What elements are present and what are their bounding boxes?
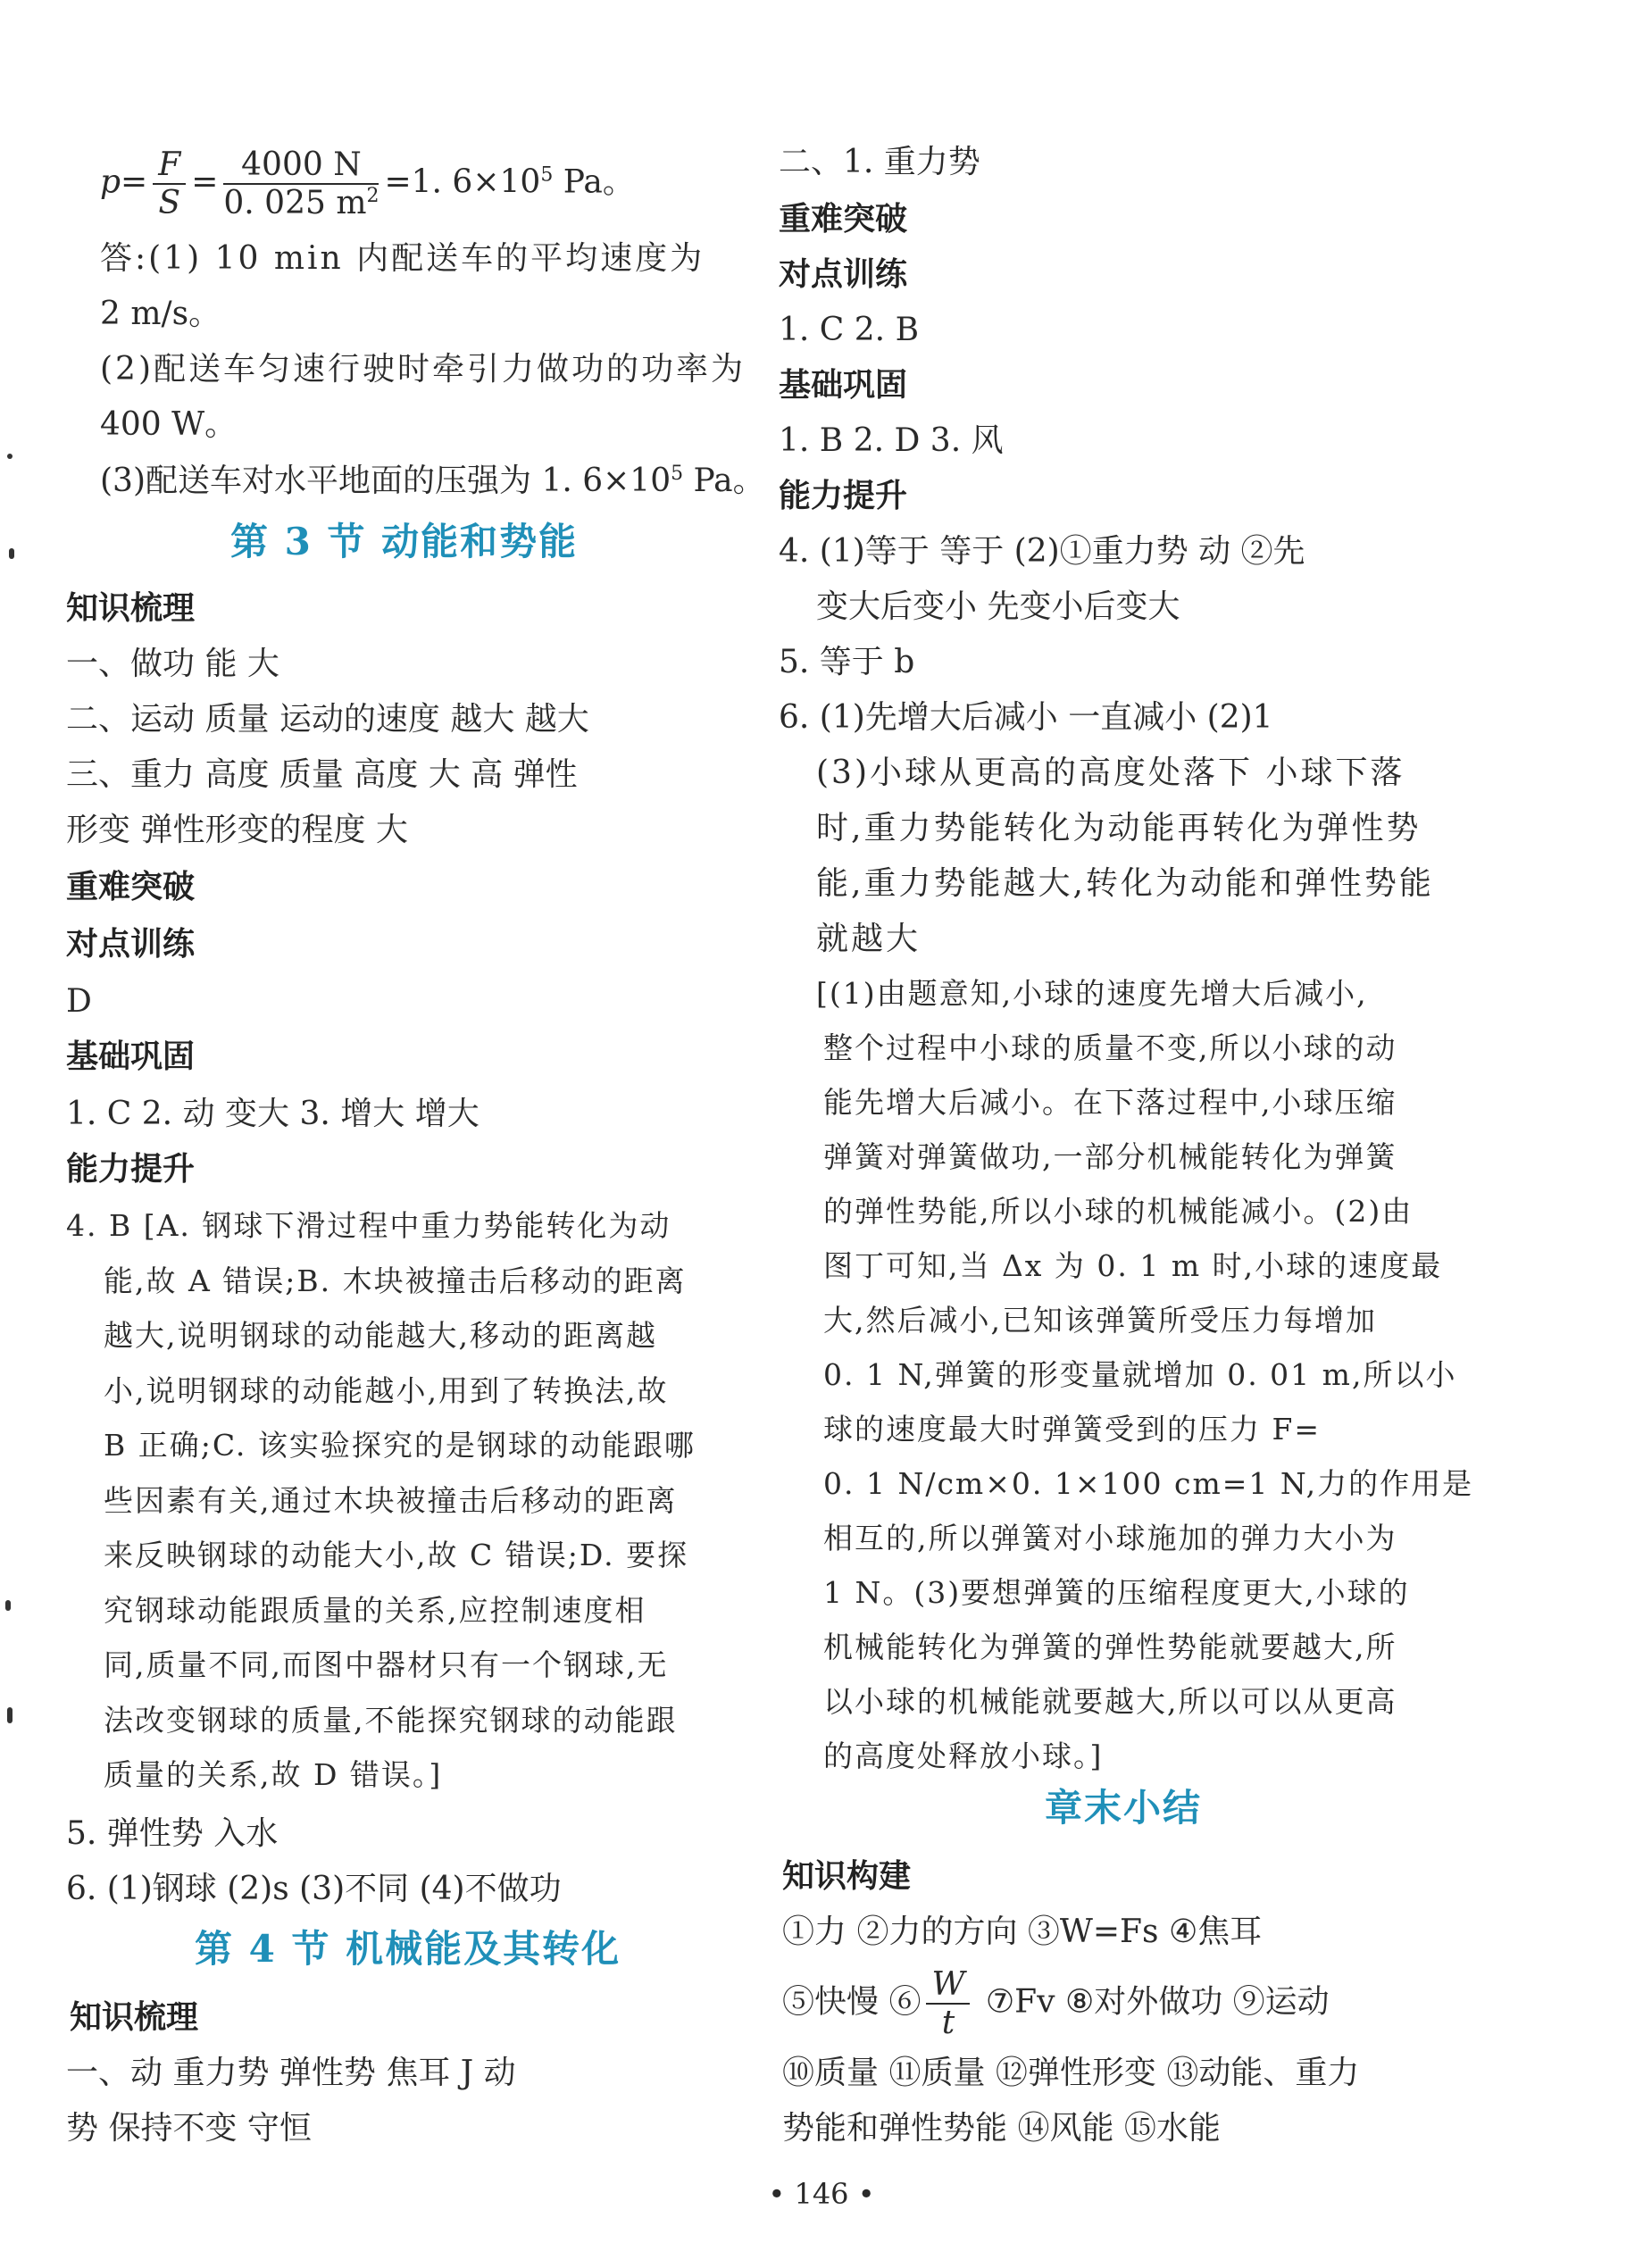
heading-key-difficult-r: 重难突破 [779,201,908,238]
frac-den-sup: 2 [366,185,379,208]
mechanical-line-1: 一、动 重力势 弹性势 焦耳 J 动 [66,2055,516,2091]
frac-den: 0. 025 m [223,185,367,222]
knowledge-line-2: 二、运动 质量 运动的速度 越大 越大 [66,701,589,738]
formula-result-sup: 5 [540,163,554,187]
q4-line: 4. B [A. 钢球下滑过程中重力势能转化为动 [66,1208,671,1243]
page-number: • 146 • [768,2177,875,2211]
frac-num: W [926,1966,970,2005]
answer-3-tail: Pa。 [683,463,765,499]
q4-line: 来反映钢球的动能大小,故 C 错误;D. 要探 [104,1538,689,1572]
answer-3 [100,464,765,497]
answer-2b: 400 W。 [100,406,238,443]
answer-1b: 2 m/s。 [100,296,221,332]
point-training-answer: D [66,983,92,1020]
q4-answer-r-a: 4. (1)等于 等于 (2)①重力势 动 ②先 [779,533,1305,570]
q6-answer: 6. (1)钢球 (2)s (3)不同 (4)不做功 [66,1871,562,1907]
fraction-values [223,146,379,222]
knowledge-line-3: 三、重力 高度 质量 高度 大 高 弹性 [66,756,578,793]
q4-line: 同,质量不同,而图中器材只有一个钢球,无 [104,1647,669,1682]
summary-line-4: 势能和弹性势能 ⑭风能 ⑮水能 [782,2110,1221,2147]
formula-lhs: p= [100,163,148,201]
heading-knowledge: 知识梳理 [66,590,196,627]
formula-eq: = [191,163,219,201]
q4-line: B 正确;C. 该实验探究的是钢球的动能跟哪 [104,1428,696,1463]
frac-den: t [941,2005,955,2042]
q5-answer-r: 5. 等于 b [779,644,915,680]
q6-answer-r: 6. (1)先增大后减小 一直减小 (2)1 [779,699,1273,736]
explanation-line: 整个过程中小球的质量不变,所以小球的动 [823,1030,1397,1065]
heading-ability: 能力提升 [66,1151,196,1188]
heading-point-training: 对点训练 [66,926,196,963]
q4-line: 质量的关系,故 D 错误。] [104,1757,443,1792]
q5-answer: 5. 弹性势 入水 [66,1815,279,1852]
explanation-line: 能先增大后减小。在下落过程中,小球压缩 [823,1085,1397,1120]
explanation-line: 以小球的机械能就要越大,所以可以从更高 [823,1684,1397,1719]
pressure-formula [100,146,635,222]
margin-mark [5,1600,11,1611]
summary-line-2-pre: ⑤快慢 ⑥ [782,1983,922,2021]
explanation-line: 图丁可知,当 Δx 为 0. 1 m 时,小球的速度最 [823,1248,1443,1283]
basic-answers: 1. C 2. 动 变大 3. 增大 增大 [66,1096,480,1132]
frac-den: S [158,185,181,222]
mechanical-line-2: 势 保持不变 守恒 [66,2110,312,2147]
q4-answer-r-b: 变大后变小 先变小后变大 [816,588,1180,625]
heading-key-difficult: 重难突破 [66,869,196,905]
knowledge-line-1: 一、做功 能 大 [66,646,279,682]
explanation-line: 大,然后减小,已知该弹簧所受压力每增加 [823,1303,1377,1338]
heading-ability-r: 能力提升 [779,478,908,514]
q6-part3-line: 能,重力势能越大,转化为动能和弹性势能 [816,865,1434,902]
formula-unit: Pa。 [553,163,635,201]
q4-line: 法改变钢球的质量,不能探究钢球的动能跟 [104,1703,678,1738]
q4-line: 些因素有关,通过木块被撞击后移动的距离 [104,1483,678,1518]
summary-line-2 [782,1966,1330,2042]
answer-2a: (2)配送车匀速行驶时牵引力做功的功率为 [100,351,746,388]
point-training-answers-r: 1. C 2. B [779,312,920,348]
margin-mark [7,1707,13,1723]
margin-mark [7,454,13,459]
heading-basic: 基础巩固 [66,1038,196,1075]
basic-answers-r: 1. B 2. D 3. 风 [779,422,1004,459]
explanation-line: 球的速度最大时弹簧受到的压力 F= [823,1412,1322,1447]
explanation-line: 机械能转化为弹簧的弹性势能就要越大,所 [823,1630,1397,1664]
explanation-line: 的高度处释放小球。] [823,1739,1104,1773]
explanation-line: 弹簧对弹簧做功,一部分机械能转化为弹簧 [823,1139,1397,1174]
answer-3-sup: 5 [671,463,684,485]
frac-num: F [153,146,186,185]
heading-knowledge-2: 知识梳理 [70,1999,199,2036]
heading-basic-r: 基础巩固 [779,367,908,404]
summary-line-3: ⑩质量 ⑪质量 ⑫弹性形变 ⑬动能、重力 [782,2055,1360,2091]
chapter-summary-title: 章末小结 [1045,1786,1203,1830]
formula-result: =1. 6×10 [384,163,541,201]
q6-part3-line: 时,重力势能转化为动能再转化为弹性势 [816,810,1422,846]
fraction-w-over-t [926,1966,970,2042]
fraction-f-over-s [153,146,186,222]
explanation-line: [(1)由题意知,小球的速度先增大后减小, [816,976,1368,1011]
summary-line-1: ①力 ②力的方向 ③W=Fs ④焦耳 [782,1914,1263,1950]
q4-line: 越大,说明钢球的动能越大,移动的距离越 [104,1318,657,1353]
answer-3-text: (3)配送车对水平地面的压强为 1. 6×10 [100,463,671,499]
q4-line: 小,说明钢球的动能越小,用到了转换法,故 [104,1373,669,1408]
heading-knowledge-build: 知识构建 [782,1858,912,1895]
q6-part3-line: (3)小球从更高的高度处落下 小球下落 [816,755,1405,791]
q4-line: 能,故 A 错误;B. 木块被撞击后移动的距离 [104,1263,687,1298]
explanation-line: 的弹性势能,所以小球的机械能减小。(2)由 [823,1194,1414,1229]
explanation-line: 相互的,所以弹簧对小球施加的弹力大小为 [823,1521,1397,1555]
q6-part3-line: 就越大 [816,921,922,957]
knowledge-line-4: 形变 弹性形变的程度 大 [66,812,408,848]
heading-point-training-r: 对点训练 [779,256,908,293]
q4-line: 究钢球动能跟质量的关系,应控制速度相 [104,1593,646,1628]
explanation-line: 0. 1 N/cm×0. 1×100 cm=1 N,力的作用是 [823,1466,1474,1501]
answer-1a: 答:(1) 10 min 内配送车的平均速度为 [100,240,705,277]
section-4-title: 第 4 节 机械能及其转化 [195,1927,621,1971]
frac-num: 4000 N [223,146,379,185]
explanation-line: 1 N。(3)要想弹簧的压缩程度更大,小球的 [823,1575,1410,1610]
explanation-line: 0. 1 N,弹簧的形变量就增加 0. 01 m,所以小 [823,1357,1457,1392]
section-3-title: 第 3 节 动能和势能 [230,520,579,563]
margin-mark [9,548,14,559]
right-line-1: 二、1. 重力势 [779,144,980,180]
summary-line-2-post: ⑦Fv ⑧对外做功 ⑨运动 [975,1983,1330,2021]
